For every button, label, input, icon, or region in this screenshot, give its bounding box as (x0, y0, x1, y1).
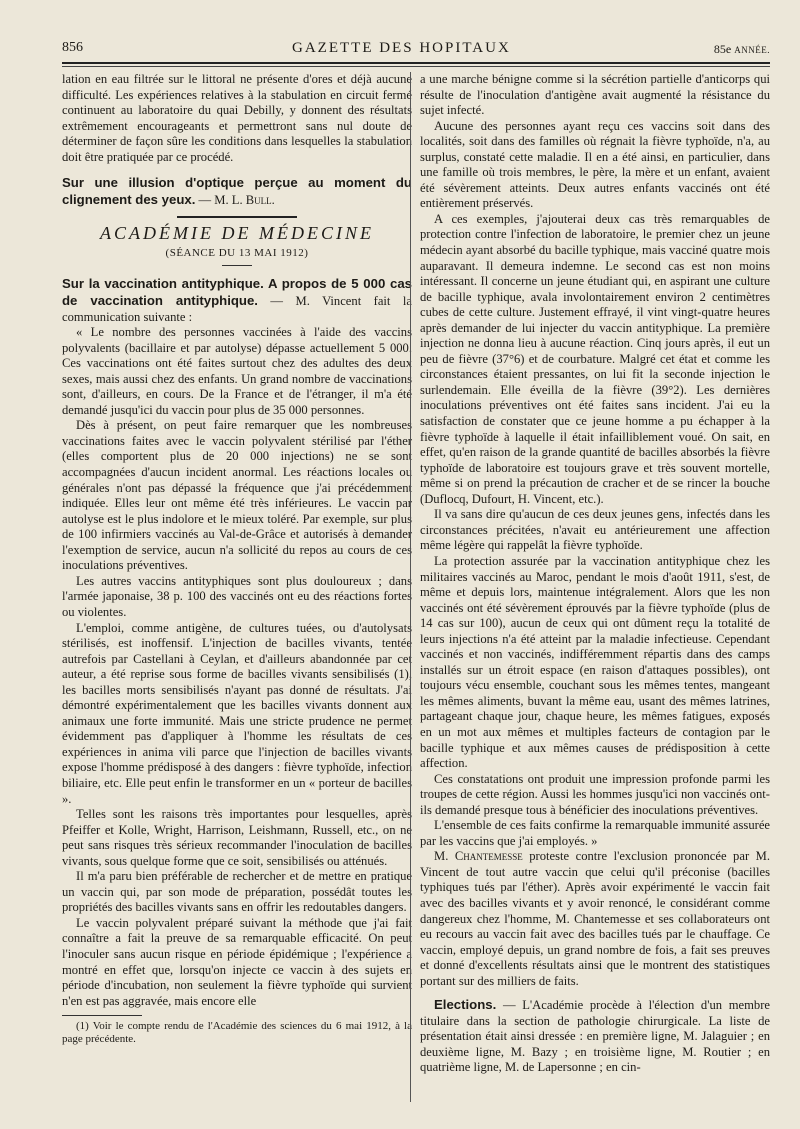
paragraph: L'emploi, comme antigène, de cultures tuées, ou d'autolysats stérilisés, est inoffensif. L'injection de bacilles vivants, tentée autrefois par Castellani à Ceylan, et d'ailleurs abandonnée par cet auteur, a été reprise sous forme de bacilles vivants sensibilisés (1), les bacilles morts sensibilisés n'ayant pas donné de résultats. J'ai démontré expérimentalement que les bacilles vivants donnent aux animaux une forte immunité. Mais une stricte prudence ne permet évidemment pas d'appliquer à l'homme les résultats de ces expériences in anima vili parce que l'injection de bacilles vivants expose l'homme prédisposé à des dangers : fièvre typhoïde, infection biliaire, etc. Elle peut enfin le transformer en un « porteur de bacilles ». (62, 620, 412, 806)
footnote: (1) Voir le compte rendu de l'Académie des sciences du 6 mai 1912, à la page précédente. (62, 1020, 412, 1046)
paragraph: L'ensemble de ces faits confirme la remarquable immunité assurée par les vaccins que j'ai employés. » (420, 818, 770, 848)
paragraph: Il m'a paru bien préférable de rechercher et de mettre en pratique un vaccin qui, par son mode de préparation, possédât toutes les propriétés des bacilles vivants sans en offrir les redoutables dangers. (62, 869, 412, 915)
paragraph: Telles sont les raisons très importantes pour lesquelles, après Pfeiffer et Kolle, Wright, Harrison, Leishmann, Russell, etc., on ne peut sans risques très sérieux recommander l'inoculation de bacilles vivants, sous quelque forme que ce soit, sensibilisés ou atténués. (62, 807, 412, 868)
paragraph: Il va sans dire qu'aucun de ces deux jeunes gens, infectés dans les circonstances précitées, n'avait eu antérieurement une affection même légère qui rappelât la fièvre typhoïde. (420, 507, 770, 553)
paragraph: La protection assurée par la vaccination antityphique chez les militaires vaccinés au Maroc, pendant le mois d'août 1911, s'est, de même et depuis lors, maintenue intégralement. Alors que les non vaccinés ont été sévèrement éprouvés par la fièvre typhoïde (plus de 14 cas sur 100), aucun de ceux qui ont dûment reçu la totalité de leurs injections n'a été atteint par la maladie infectieuse. Cependant vaccinés et non vaccinés, indifféremment répartis dans des camps installés sur un étroit espace (en raison d'attaques possibles), ont toujours vécu ensemble, couchant sous les mêmes tentes, mangeant les mêmes aliments, buvant la même eau, usant des mêmes latrines, partageant chaque jour, chaque heure, les mêmes fatigues, exposés en un mot aux mêmes et multiples facteurs de contagion par le bacille typhique et aux mêmes causes de prédisposition à cette affection. (420, 553, 770, 771)
paragraph: A ces exemples, j'ajouterai deux cas très remarquables de protection contre l'infection de laboratoire, le premier chez un jeune médecin ayant absorbé du bacille typhique, mais vacciné quatre mois auparavant. Il demeura indemne. Le second cas est non moins intéressant. Il concerne un jeune étudiant qui, en aspirant une culture de bacille typhique, avala involontairement environ 2 centimètres cubes de cette culture. Justement effrayé, il vint vingt-quatre heures après demander de lui injecter du vaccin antityphique. La première injection ne donna lieu à aucune réaction. Cinq jours après, il eut un peu de fièvre (37°6) et de courbature. Malgré cet état et comme les circonstances étaient pressantes, on lui fit la seconde injection le surlendemain. Elle éveilla de la fièvre (39°2). Les dernières inoculations préventives ont été faites sans incident. J'ai eu la satisfaction de constater que ce jeune homme a pu échapper à la fièvre typhoïde à laquelle il était infailliblement voué. On sait, en effet, qu'en raison de la grande quantité de bacilles absorbés la fièvre typhoïde de laboratoire est toujours grave et très souvent mortelle, même si on prend la précaution de cracher et de se rincer la bouche (Duflocq, Dufourt, H. Vincent, etc.). (420, 211, 770, 506)
paragraph: Le vaccin polyvalent préparé suivant la méthode que j'ai fait connaître a fait la preuve de sa remarquable efficacité. On peut l'inoculer sans aucun risque en période épidémique ; l'expérience a montré en effet que, lorsqu'on injecte ce vaccin à des sujets en période d'incubation, non seulement la fièvre typhoïde qui survient n'en est pas aggravée, mais encore elle (62, 915, 412, 1008)
ornament-divider (177, 216, 297, 218)
paragraph: lation en eau filtrée sur le littoral ne présente d'ores et déjà aucune difficulté. Les expériences relatives à la stabulation en circuit fermé continuent au laboratoire du quai Debilly, y donnent des résultats extrêmement encourageants et permettront sans nul doute de déterminer de façon sûre les conditions dans lesquelles la stabulation doit être pratiquée par ce procédé. (62, 72, 412, 164)
paragraph (420, 997, 770, 1076)
year-word: ANNÉE. (734, 45, 770, 55)
short-divider (222, 265, 252, 266)
article-heading (62, 276, 412, 325)
article-title: Sur la vaccination antityphique. A propos de 5 000 cas de vaccination antityphique. (62, 276, 412, 309)
paragraph: Les autres vaccins antityphiques sont plus douloureux ; dans l'armée japonaise, 38 p. 100 des vaccinés ont eu des réactions fortes ou violentes. (62, 573, 412, 619)
header-rule (62, 62, 770, 64)
paragraph-text: proteste contre l'exclusion prononcée par M. Vincent de tout autre vaccin que celui qu'il préconise (bacilles typhiques tués par l'éther). Après avoir expérimenté le vaccin fait avec des bacilles vivants et y avoir renoncé, le considérant comme dangereux chez l'homme, M. Chantemesse et ses collaborateurs ont eu recours au vaccin fait avec des bacilles tués par le chauffage. Ce vaccin, employé depuis, un grand nombre de fois, a fait ses preuves et donné d'excellents résultats ainsi que le montrent des statistiques portant sur des milliers de faits. (420, 849, 770, 988)
page-header (62, 38, 770, 62)
paragraph-text: — L'Académie procède à l'élection d'un membre titulaire dans la section de pathologie chirurgicale. La liste de présentation était ainsi dressée : en première ligne, M. Jalaguier ; en deuxième ligne, M. Bazy ; en troisième ligne, M. Routier ; en quatrième ligne, M. de Lapersonne ; en cin- (420, 998, 770, 1075)
paragraph: « Le nombre des personnes vaccinées à l'aide des vaccins polyvalents (bacillaire et par autolyse) dépasse actuellement 5 000. Ces vaccinations ont été faites surtout chez des adultes des deux sexes, mais aussi chez des enfants. Un grand nombre de vaccinations sont, d'ailleurs, en cours. De la France et de l'étranger, il m'a été demandé jusqu'ici du vaccin pour plus de 35 000 personnes. (62, 325, 412, 417)
right-column (420, 72, 770, 1076)
section-date: (SÉANCE DU 13 MAI 1912) (165, 246, 309, 259)
column-divider (410, 72, 411, 1102)
article-heading (62, 175, 412, 208)
journal-title: GAZETTE DES HOPITAUX (292, 40, 511, 56)
paragraph (420, 849, 770, 989)
article-author: — M. L. Bull. (195, 192, 275, 207)
year-number: 85e (713, 42, 732, 56)
left-column (62, 72, 412, 1046)
footnote-rule (62, 1015, 142, 1016)
article-title: Sur une illusion d'optique perçue au moment du clignement des yeux. (62, 175, 412, 207)
page-number: 856 (62, 40, 83, 55)
speaker-name: M. Chantemesse (434, 849, 523, 864)
paragraph: Dès à présent, on peut faire remarquer que les nombreuses vaccinations faites avec le vaccin polyvalent stérilisé par l'éther (elles comportent plus de 20 000 injections) ne se sont accompagnées d'aucun incident anormal. Les réactions locales ou générales n'ont pas dépassé la fréquence que j'ai précédemment indiquée. Elles leur ont même été très inférieures. Le vaccin par autolyse est le plus indolore et le mieux toléré. Par exemple, sur plus de 100 infirmiers vaccinés au Val-de-Grâce et autorisés à demander l'exemption de service, aucun n'a sollicité du repos au cours de ces inoculations préventives. (62, 418, 412, 573)
elections-title: Elections. (434, 997, 497, 1013)
header-rule-thin (62, 66, 770, 67)
paragraph: Ces constatations ont produit une impression profonde parmi les troupes de cette région. Aussi les hommes jusqu'ici non vaccinés ont-ils demandé presque tous à bénéficier des inoculations préventives. (420, 771, 770, 817)
section-header (62, 216, 412, 266)
section-title: ACADÉMIE DE MÉDECINE (100, 223, 374, 244)
paragraph: a une marche bénigne comme si la sécrétion partielle d'anticorps qui résulte de l'inoculation d'antigène avait augmenté la résistance du sujet infecté. (420, 72, 770, 118)
year-label (714, 42, 770, 57)
article-intro: — M. Vincent fait la communication suivante : (62, 294, 412, 324)
paragraph: Aucune des personnes ayant reçu ces vaccins soit dans des localités, soit dans des familles où régnait la fièvre typhoïde, n'a, au surplus, constaté cette maladie. Il en a été ainsi, en particulier, dans une famille où trois membres, le père, la mère et un enfant, avaient été sévèrement atteints. Deux autres enfants vaccinés ont été entièrement préservés. (420, 118, 770, 211)
